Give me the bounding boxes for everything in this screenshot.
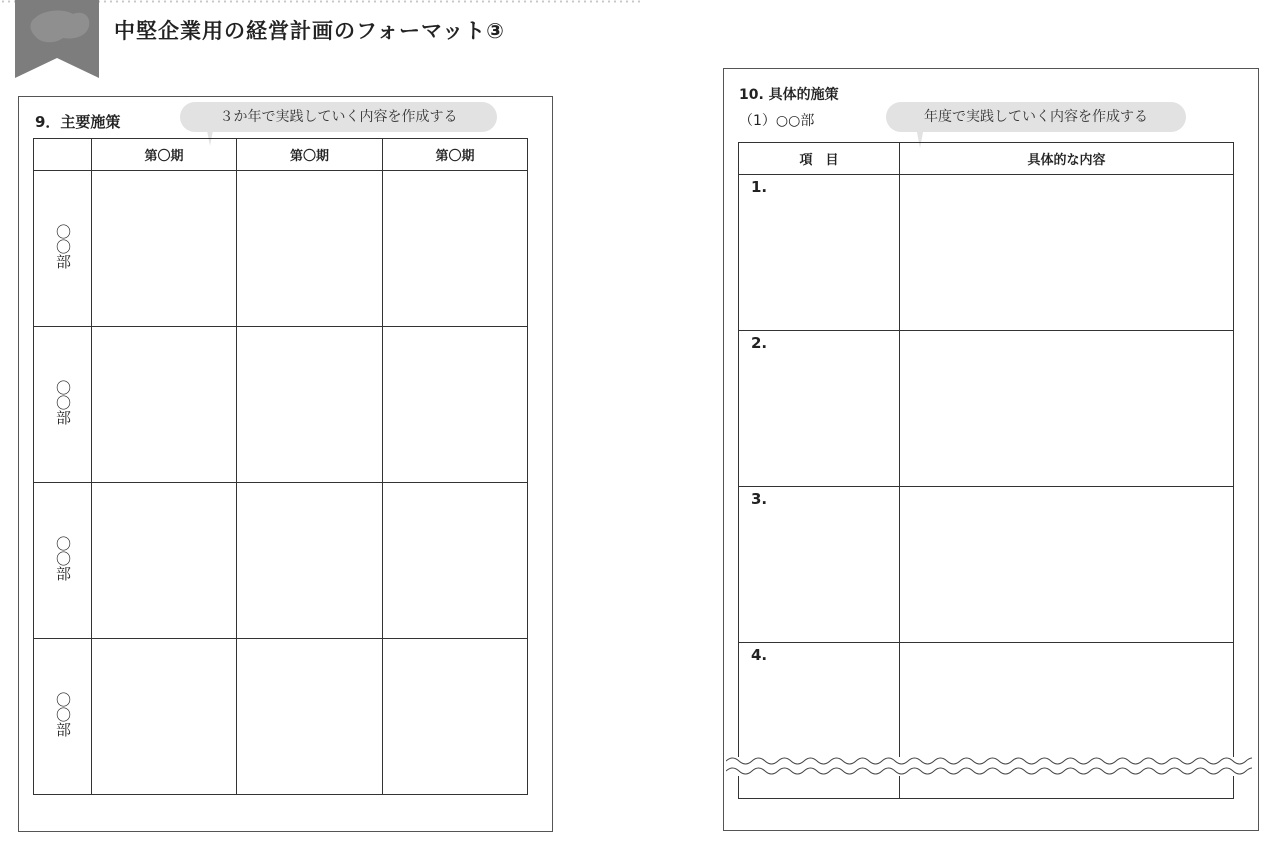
column-header: 第〇期 [92,139,237,171]
content-cell[interactable] [900,487,1234,643]
column-header [34,139,92,171]
item-number: 3. [739,487,900,643]
department-label: 〇〇部 [54,692,72,737]
entry-cell[interactable] [383,483,528,639]
entry-cell[interactable] [92,483,237,639]
content-cell[interactable] [900,331,1234,487]
table-header-row [739,143,1234,175]
department-subheading: （1）○○部 [739,113,815,129]
table-row [34,171,528,327]
entry-cell[interactable] [237,639,383,795]
department-label: 〇〇部 [54,224,72,269]
item-number: 2. [739,331,900,487]
entry-cell[interactable] [92,171,237,327]
department-cell [34,327,92,483]
callout-three-year: ３か年で実践していく内容を作成する [180,102,497,132]
entry-cell[interactable] [92,327,237,483]
column-header: 第〇期 [383,139,528,171]
entry-cell[interactable] [92,639,237,795]
content-cell[interactable] [900,175,1234,331]
wave-break-icon [726,752,1252,780]
table-header-row [34,139,528,171]
column-header-item: 項 目 [739,143,900,175]
table-row [34,483,528,639]
item-number: 1. [739,175,900,331]
specific-measures-table [738,142,1234,799]
entry-cell[interactable] [383,327,528,483]
department-cell [34,639,92,795]
table-row [739,175,1234,331]
department-label: 〇〇部 [54,380,72,425]
item-number: 4. [739,643,900,799]
specific-measures-heading: 10. 具体的施策 [739,87,839,103]
table-row [739,331,1234,487]
table-row [739,487,1234,643]
bookmark-icon [15,0,99,78]
entry-cell[interactable] [237,483,383,639]
table-row [34,327,528,483]
department-cell [34,171,92,327]
table-row [34,639,528,795]
page-title: 中堅企業用の経営計画のフォーマット③ [114,19,505,43]
main-measures-heading: 9．主要施策 [35,113,121,131]
entry-cell[interactable] [383,171,528,327]
department-label: 〇〇部 [54,536,72,581]
entry-cell[interactable] [237,171,383,327]
main-measures-table [33,138,528,795]
entry-cell[interactable] [237,327,383,483]
column-header: 第〇期 [237,139,383,171]
entry-cell[interactable] [383,639,528,795]
column-header-content: 具体的な内容 [900,143,1234,175]
department-cell [34,483,92,639]
callout-annual: 年度で実践していく内容を作成する [886,102,1186,132]
